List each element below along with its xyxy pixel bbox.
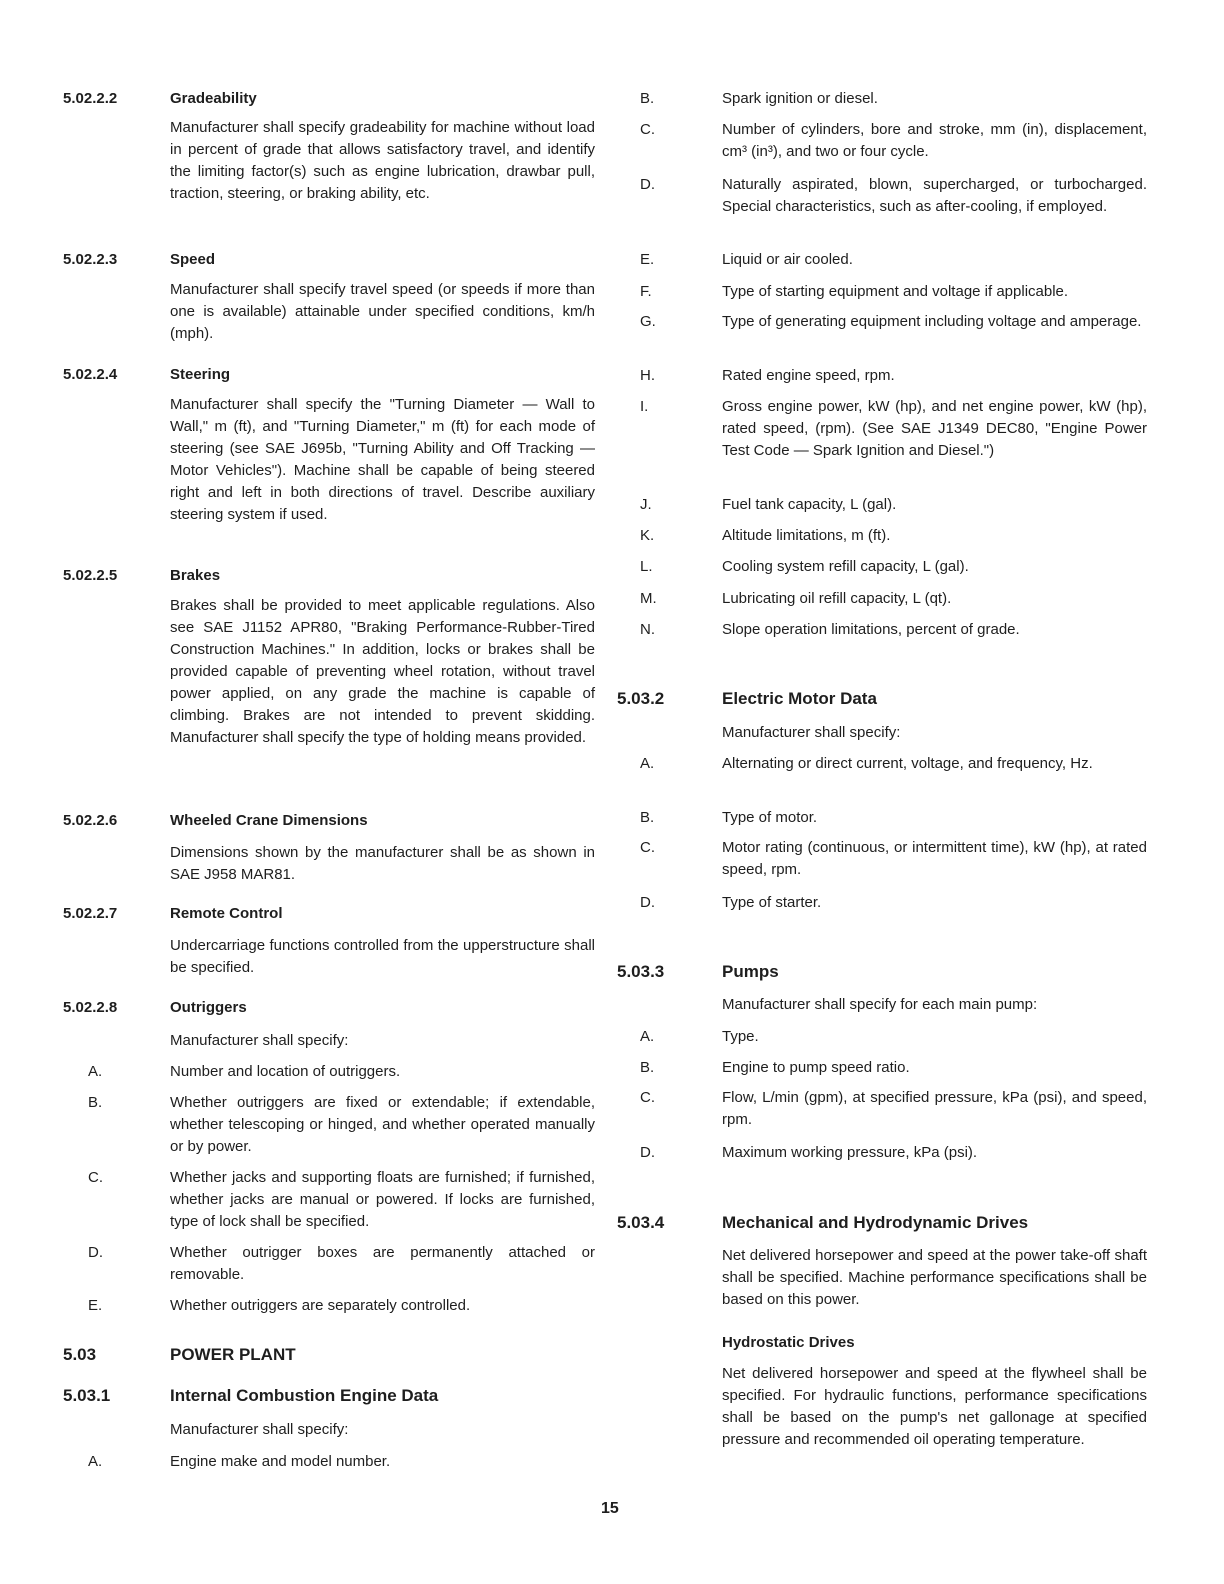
- body-text: Brakes shall be provided to meet applicable regulations. Also see SAE J1152 APR80, "Braking Performance-Rubber-Tired Construction Machines." In addition, locks or brakes shall be provided capable of preventing wheel rotation, without travel power applied, on any grade the machine is capable of climbing. Brakes are not intended to prevent skidding. Manufacturer shall specify the type of holding means provided.: [170, 597, 595, 746]
- body-text: Manufacturer shall specify travel speed (or speeds if more than one is available) attainable under specified conditions, km/h (mph).: [170, 281, 595, 342]
- heading-text: POWER PLANT: [170, 1345, 296, 1364]
- section-number: D.: [640, 1144, 655, 1161]
- section-number: 5.02.2.7: [63, 905, 118, 922]
- section-number: I.: [640, 398, 649, 415]
- body-text: Engine make and model number.: [170, 1453, 391, 1470]
- section-number: N.: [640, 621, 655, 638]
- heading-text: Hydrostatic Drives: [722, 1334, 855, 1351]
- section-number: B.: [640, 809, 655, 826]
- heading-text: Electric Motor Data: [722, 689, 877, 708]
- heading-text: Internal Combustion Engine Data: [170, 1386, 439, 1405]
- heading-text: Pumps: [722, 962, 779, 981]
- body-text: Manufacturer shall specify the "Turning Diameter — Wall to Wall," m (ft), and "Turning Diameter," m (ft) for each mode of steering (see SAE J695b, "Turning Ability and Off Tracking — Motor Vehicles"). Machine shall be capable of being steered right and left in both directions of travel. Describe auxiliary steering system if used.: [170, 396, 595, 523]
- section-number: B.: [640, 1059, 655, 1076]
- section-number: H.: [640, 367, 655, 384]
- body-text: Type of motor.: [722, 809, 818, 826]
- body-text: Manufacturer shall specify for each main pump:: [722, 996, 1038, 1013]
- body-text: Manufacturer shall specify:: [170, 1421, 349, 1438]
- body-text: Altitude limitations, m (ft).: [722, 527, 891, 544]
- heading-text: Brakes: [170, 567, 221, 584]
- section-number: 5.03.2: [617, 689, 665, 708]
- body-text: Liquid or air cooled.: [722, 251, 853, 268]
- section-number: 5.03.3: [617, 962, 665, 981]
- section-number: M.: [640, 590, 657, 607]
- body-text: Dimensions shown by the manufacturer shall be as shown in SAE J958 MAR81.: [170, 844, 595, 883]
- section-number: 5.02.2.5: [63, 567, 118, 584]
- page-number: 15: [601, 1500, 619, 1517]
- section-number: 5.02.2.8: [63, 999, 118, 1016]
- section-number: F.: [640, 283, 652, 300]
- section-number: D.: [640, 176, 655, 193]
- body-text: Type of starting equipment and voltage if applicable.: [722, 283, 1069, 300]
- body-text: Whether jacks and supporting floats are furnished; if furnished, whether jacks are manual or powered. If locks are furnished, type of lock shall be specified.: [170, 1169, 595, 1230]
- body-text: Type of generating equipment including voltage and amperage.: [722, 313, 1142, 330]
- section-number: A.: [88, 1063, 103, 1080]
- body-text: Manufacturer shall specify gradeability for machine without load in percent of grade that allows satisfactory travel, and identify the limiting factor(s) such as engine lubrication, drawbar pull, traction, steering, or braking ability, etc.: [170, 119, 595, 202]
- body-text: Fuel tank capacity, L (gal).: [722, 496, 897, 513]
- section-number: 5.02.2.4: [63, 366, 118, 383]
- section-number: L.: [640, 558, 653, 575]
- body-text: Net delivered horsepower and speed at the power take-off shaft shall be specified. Machine performance specifications shall be based on this power.: [722, 1247, 1147, 1308]
- section-number: K.: [640, 527, 655, 544]
- body-text: Undercarriage functions controlled from the upperstructure shall be specified.: [170, 937, 595, 976]
- heading-text: Steering: [170, 366, 231, 383]
- body-text: Motor rating (continuous, or intermittent time), kW (hp), at rated speed, rpm.: [722, 839, 1147, 878]
- body-text: Whether outriggers are fixed or extendable; if extendable, whether telescoping or hinged, and whether operated manually or by power.: [170, 1094, 595, 1155]
- section-number: A.: [640, 755, 655, 772]
- section-number: C.: [640, 1089, 655, 1106]
- heading-text: Speed: [170, 251, 216, 268]
- section-number: 5.03.1: [63, 1386, 111, 1405]
- body-text: Naturally aspirated, blown, supercharged, or turbocharged. Special characteristics, such as after-cooling, if employed.: [722, 176, 1147, 215]
- body-text: Type of starter.: [722, 894, 822, 911]
- section-number: 5.02.2.3: [63, 251, 118, 268]
- body-text: Cooling system refill capacity, L (gal).: [722, 558, 969, 575]
- section-number: J.: [640, 496, 652, 513]
- section-number: E.: [88, 1297, 103, 1314]
- heading-text: Mechanical and Hydrodynamic Drives: [722, 1213, 1029, 1232]
- section-number: A.: [88, 1453, 103, 1470]
- body-text: Number and location of outriggers.: [170, 1063, 401, 1080]
- section-number: C.: [640, 121, 655, 138]
- section-number: 5.02.2.2: [63, 90, 118, 107]
- heading-text: Gradeability: [170, 90, 257, 107]
- section-number: 5.02.2.6: [63, 812, 118, 829]
- body-text: Net delivered horsepower and speed at the flywheel shall be specified. For hydraulic functions, performance specifications shall be based on the pump's net gallonage at specified pressure and recommended oil operating temperature.: [722, 1365, 1147, 1448]
- heading-text: Remote Control: [170, 905, 283, 922]
- heading-text: Outriggers: [170, 999, 247, 1016]
- body-text: Slope operation limitations, percent of grade.: [722, 621, 1020, 638]
- body-text: Gross engine power, kW (hp), and net engine power, kW (hp), rated speed, (rpm). (See SAE J1349 DEC80, "Engine Power Test Code — Spark Ignition and Diesel."): [722, 398, 1147, 459]
- section-number: D.: [88, 1244, 103, 1261]
- section-number: C.: [640, 839, 655, 856]
- section-number: G.: [640, 313, 656, 330]
- section-number: E.: [640, 251, 655, 268]
- body-text: Type.: [722, 1028, 759, 1045]
- body-text: Flow, L/min (gpm), at specified pressure, kPa (psi), and speed, rpm.: [722, 1089, 1147, 1128]
- section-number: A.: [640, 1028, 655, 1045]
- body-text: Whether outrigger boxes are permanently attached or removable.: [170, 1244, 595, 1283]
- body-text: Alternating or direct current, voltage, and frequency, Hz.: [722, 755, 1093, 772]
- body-text: Engine to pump speed ratio.: [722, 1059, 910, 1076]
- section-number: 5.03: [63, 1345, 97, 1364]
- body-text: Spark ignition or diesel.: [722, 90, 878, 107]
- body-text: Maximum working pressure, kPa (psi).: [722, 1144, 978, 1161]
- section-number: B.: [640, 90, 655, 107]
- body-text: Whether outriggers are separately controlled.: [170, 1297, 471, 1314]
- section-number: 5.03.4: [617, 1213, 665, 1232]
- heading-text: Wheeled Crane Dimensions: [170, 812, 368, 829]
- section-number: D.: [640, 894, 655, 911]
- body-text: Rated engine speed, rpm.: [722, 367, 895, 384]
- body-text: Manufacturer shall specify:: [722, 724, 901, 741]
- body-text: Manufacturer shall specify:: [170, 1032, 349, 1049]
- section-number: B.: [88, 1094, 103, 1111]
- body-text: Lubricating oil refill capacity, L (qt).: [722, 590, 952, 607]
- section-number: C.: [88, 1169, 103, 1186]
- body-text: Number of cylinders, bore and stroke, mm (in), displacement, cm³ (in³), and two or four cycle.: [722, 121, 1147, 160]
